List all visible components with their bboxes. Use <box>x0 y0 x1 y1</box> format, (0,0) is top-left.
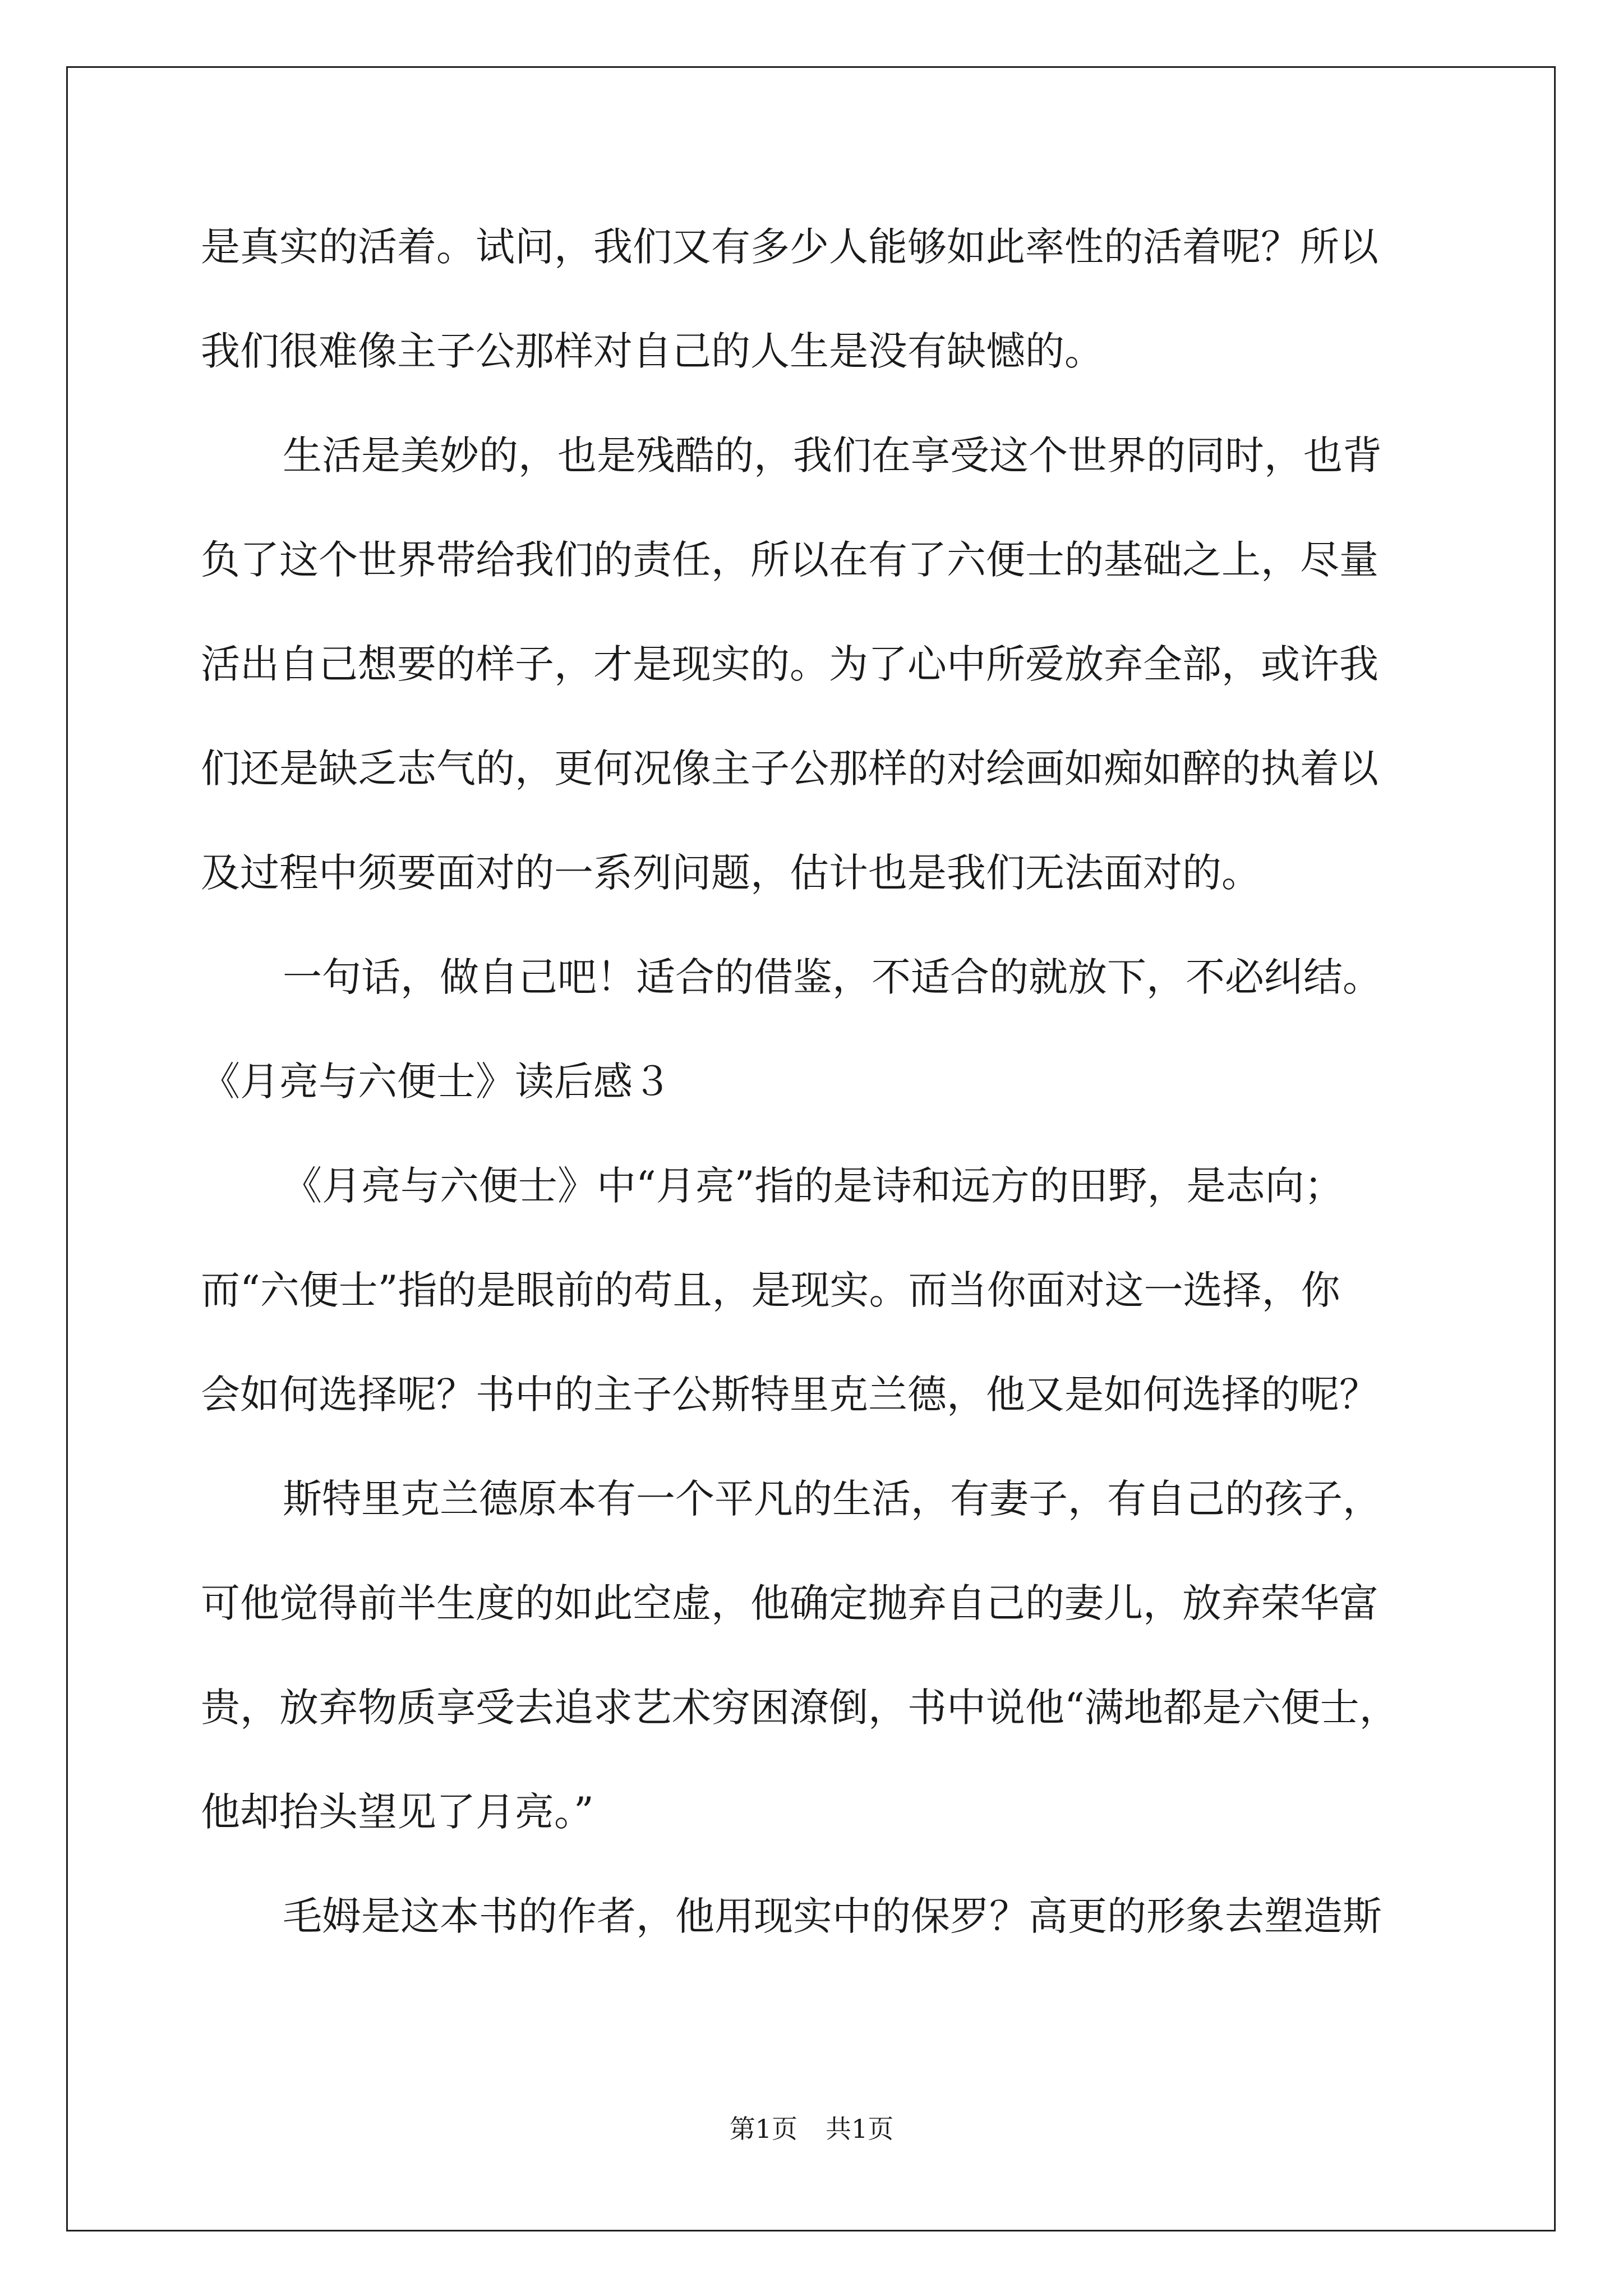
text-line: 负了这个世界带给我们的责任，所以在有了六便士的基础之上，尽量 <box>201 537 1378 583</box>
document-body <box>201 213 1435 1987</box>
page-footer <box>0 2112 1623 2146</box>
text-line: 可他觉得前半生度的如此空虚，他确定抛弃自己的妻儿，放弃荣华富 <box>201 1580 1378 1626</box>
section-heading: 《月亮与六便士》读后感３ <box>201 1059 672 1105</box>
text-line: 一句话，做自己吧！适合的借鉴，不适合的就放下，不必纠结。 <box>283 954 1382 1000</box>
text-line: 们还是缺乏志气的，更何况像主子公那样的对绘画如痴如醉的执着以 <box>201 746 1378 792</box>
text-line: 是真实的活着。试问，我们又有多少人能够如此率性的活着呢？所以 <box>201 224 1378 270</box>
text-line: 斯特里克兰德原本有一个平凡的生活，有妻子，有自己的孩子， <box>283 1476 1382 1522</box>
text-line: 他却抬头望见了月亮。” <box>201 1789 594 1835</box>
text-line: 我们很难像主子公那样对自己的人生是没有缺憾的。 <box>201 328 1104 374</box>
page-number-current: 第1页 <box>729 2114 797 2144</box>
text-line: 会如何选择呢？书中的主子公斯特里克兰德，他又是如何选择的呢？ <box>201 1372 1378 1418</box>
text-line: 贵，放弃物质享受去追求艺术穷困潦倒，书中说他“满地都是六便士， <box>201 1685 1399 1731</box>
text-line: 生活是美妙的，也是残酷的，我们在享受这个世界的同时，也背 <box>283 432 1382 478</box>
text-line: 毛姆是这本书的作者，他用现实中的保罗？高更的形象去塑造斯 <box>283 1893 1382 1939</box>
text-line: 《月亮与六便士》中“月亮”指的是诗和远方的田野，是志向； <box>283 1163 1344 1209</box>
text-line: 而“六便士”指的是眼前的苟且，是现实。而当你面对这一选择，你 <box>201 1267 1340 1313</box>
text-line: 活出自己想要的样子，才是现实的。为了心中所爱放弃全部，或许我 <box>201 641 1378 687</box>
page-number-total: 共1页 <box>826 2114 894 2144</box>
text-line: 及过程中须要面对的一系列问题，估计也是我们无法面对的。 <box>201 850 1261 896</box>
